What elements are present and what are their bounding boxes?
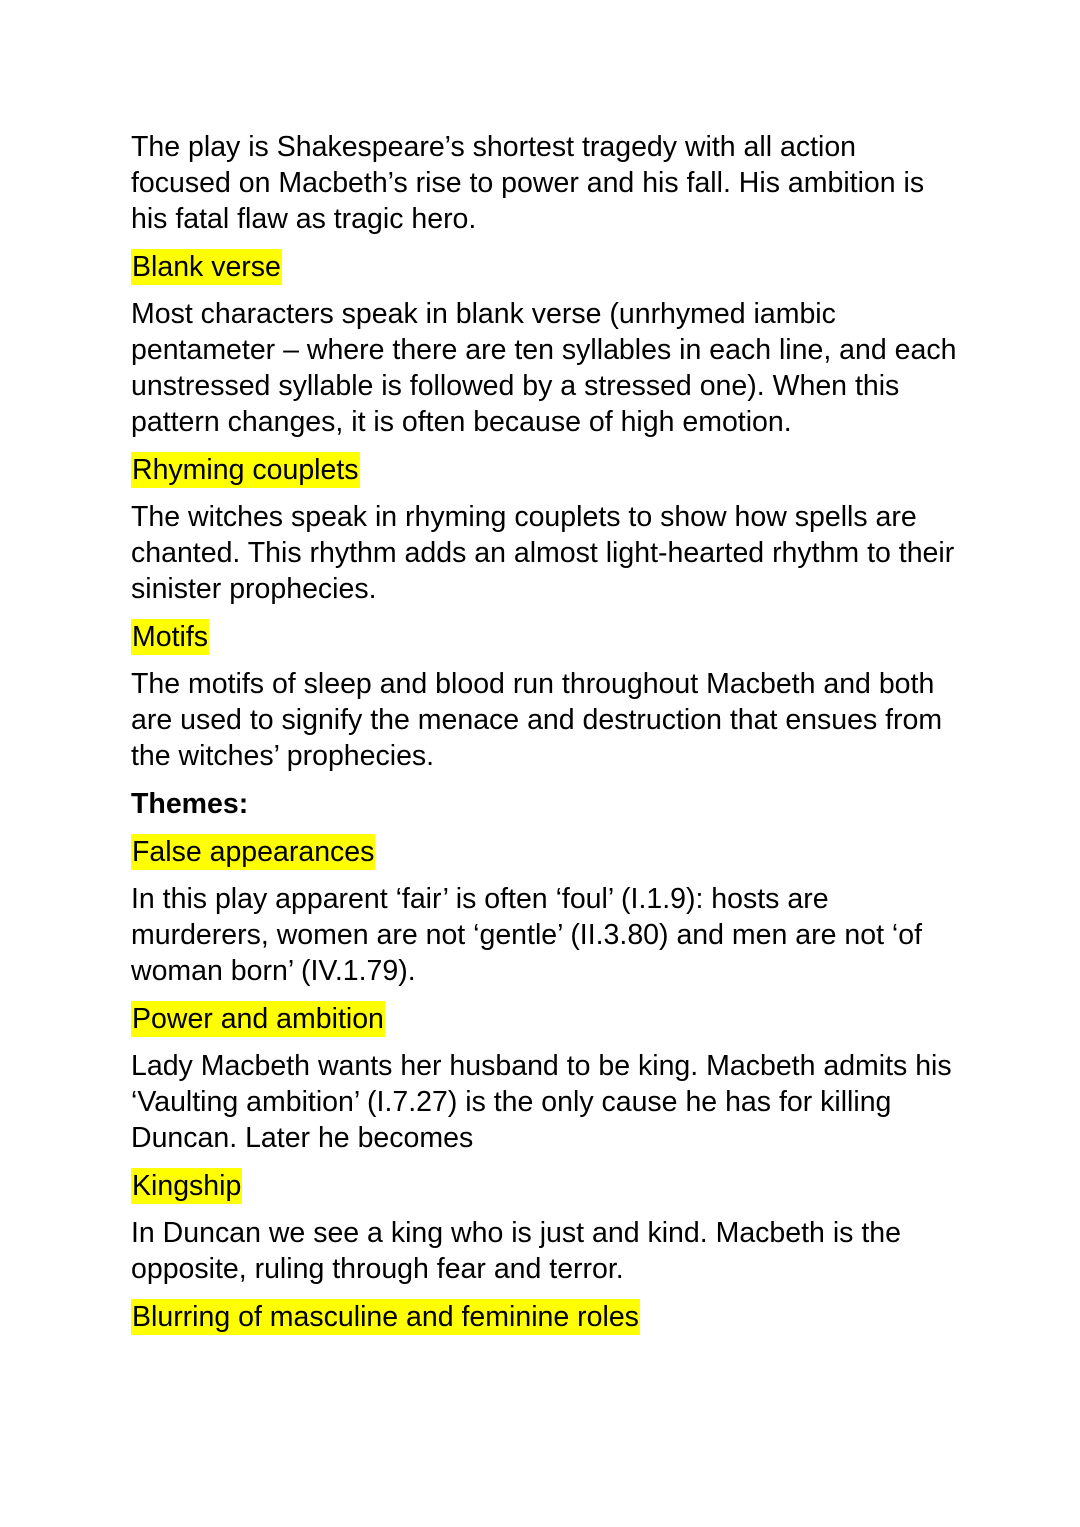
rhyming-couplets-heading-row [131, 452, 961, 488]
blurring-roles-heading: Blurring of masculine and feminine roles [132, 1301, 639, 1333]
false-appearances-heading-row [131, 834, 961, 870]
blank-verse-heading: Blank verse [132, 251, 281, 283]
power-ambition-heading-row [131, 1001, 961, 1037]
power-ambition-heading: Power and ambition [132, 1003, 384, 1035]
kingship-heading-row [131, 1168, 961, 1204]
kingship-paragraph: In Duncan we see a king who is just and kind. Macbeth is the opposite, ruling through fear and terror. [131, 1217, 901, 1285]
blank-verse-heading-row [131, 249, 961, 285]
kingship-heading: Kingship [132, 1170, 242, 1202]
false-appearances-paragraph: In this play apparent ‘fair’ is often ‘foul’ (I.1.9): hosts are murderers, women are not ‘gentle’ (II.3.80) and men are not ‘of woman born’ (IV.1.79). [131, 883, 923, 987]
document-content [131, 129, 961, 1346]
themes-label: Themes: [131, 788, 249, 820]
rhyming-couplets-paragraph: The witches speak in rhyming couplets to show how spells are chanted. This rhythm adds an almost light-hearted rhythm to their sinister prophecies. [131, 501, 955, 605]
intro-paragraph: The play is Shakespeare’s shortest tragedy with all action focused on Macbeth’s rise to power and his fall. His ambition is his fatal flaw as tragic hero. [131, 131, 925, 235]
motifs-heading: Motifs [132, 621, 209, 653]
power-ambition-paragraph: Lady Macbeth wants her husband to be king. Macbeth admits his ‘Vaulting ambition’ (I.7.27) is the only cause he has for killing Duncan. Later he becomes [131, 1050, 952, 1154]
motifs-paragraph: The motifs of sleep and blood run throughout Macbeth and both are used to signify the menace and destruction that ensues from the witches’ prophecies. [131, 668, 943, 772]
blank-verse-paragraph: Most characters speak in blank verse (unrhymed iambic pentameter – where there are ten syllables in each line, and each unstressed syllable is followed by a stressed one). When this pattern changes, it is often because of high emotion. [131, 298, 957, 438]
false-appearances-heading: False appearances [132, 836, 375, 868]
blurring-roles-heading-row [131, 1299, 961, 1335]
rhyming-couplets-heading: Rhyming couplets [132, 454, 359, 486]
motifs-heading-row [131, 619, 961, 655]
